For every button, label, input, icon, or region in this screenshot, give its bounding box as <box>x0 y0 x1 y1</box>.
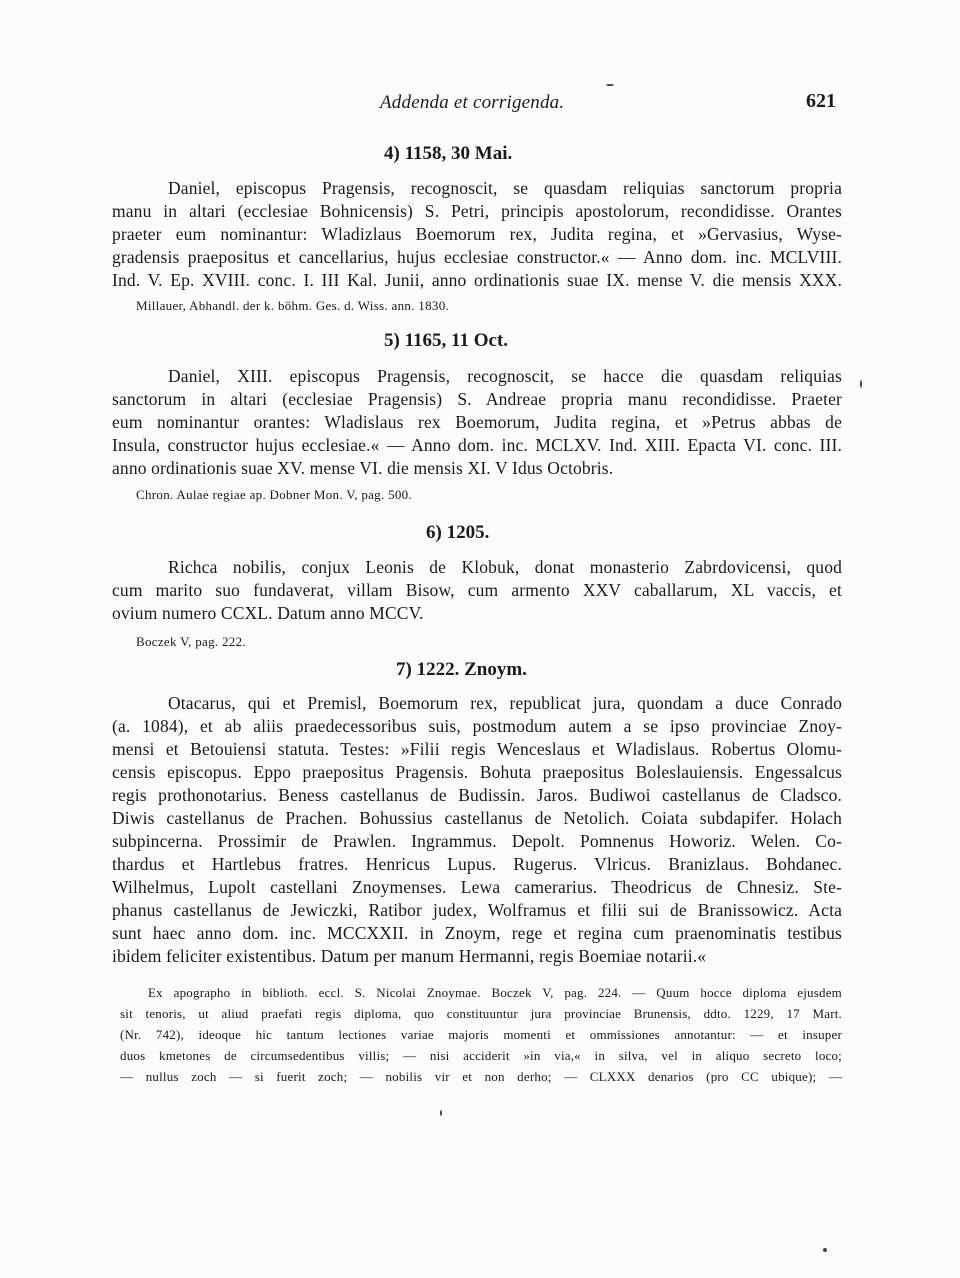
paragraph-line: anno ordinationis suae XV. mense VI. die mensis XI. V Idus Octobris. <box>112 458 614 478</box>
paragraph-line: sanctorum in altari (ecclesiae Pragensis) S. Andreae propria manu recondidisse. Praeter <box>112 389 842 409</box>
section-heading-7: 7) 1222. Znoym. <box>396 659 527 680</box>
paragraph-line: Wilhelmus, Lupolt castellani Znoymenses. Lewa camerarius. Theodricus de Chnesiz. Ste- <box>112 877 842 897</box>
paragraph-line: Richca nobilis, conjux Leonis de Klobuk, donat monasterio Zabrdovicensi, quod <box>168 557 842 577</box>
scan-speck <box>606 84 614 86</box>
source-citation: Boczek V, pag. 222. <box>136 634 246 649</box>
paragraph-line: phanus castellanus de Jewiczki, Ratibor judex, Wolframus et filii sui de Branissowicz. Acta <box>112 900 842 920</box>
paragraph-line: Daniel, XIII. episcopus Pragensis, recognoscit, se hacce die quasdam reliquias <box>168 366 842 386</box>
paragraph-line: (a. 1084), et ab aliis praedecessoribus suis, postmodum autem a se ipso provinciae Znoy- <box>112 716 842 736</box>
paragraph-line: Daniel, episcopus Pragensis, recognoscit, se quasdam reliquias sanctorum propria <box>168 178 842 198</box>
footnote-line: — nullus zoch — si fuerit zoch; — nobilis vir et non derho; — CLXXX denarios (pro CC ubique); — <box>120 1069 842 1084</box>
section-heading-5: 5) 1165, 11 Oct. <box>384 330 509 351</box>
paragraph-line: Ind. V. Ep. XVIII. conc. I. III Kal. Junii, anno ordinationis suae IX. mense V. die mensis XXX. <box>112 270 842 290</box>
scan-speck <box>440 1110 442 1116</box>
paragraph-line: sunt haec anno dom. inc. MCCXXII. in Znoym, rege et regina cum praenominatis testibus <box>112 923 842 943</box>
paragraph-line: regis prothonotarius. Beness castellanus de Budissin. Jaros. Budiwoi castellanus de Cladsco. <box>112 785 842 805</box>
section-heading-6: 6) 1205. <box>426 522 490 543</box>
paragraph-line: thardus et Hartlebus fratres. Henricus Lupus. Rugerus. Vlricus. Branizlaus. Bohdanec. <box>112 854 842 874</box>
scan-speck <box>823 1248 827 1252</box>
paragraph-line: Insula, constructor hujus ecclesiae.« — Anno dom. inc. MCLXV. Ind. XIII. Epacta VI. conc. III. <box>112 435 842 455</box>
paragraph-line: gradensis praepositus et cancellarius, hujus ecclesiae constructor.« — Anno dom. inc. MCLVIII. <box>112 247 842 267</box>
scan-speck <box>860 380 862 388</box>
paragraph-line: ibidem feliciter existentibus. Datum per manum Hermanni, regis Boemiae notarii.« <box>112 946 707 966</box>
paragraph-line: Diwis castellanus de Prachen. Bohussius castellanus de Netolich. Coiata subdapifer. Holach <box>112 808 842 828</box>
paragraph-line: manu in altari (ecclesiae Bohnicensis) S. Petri, principis apostolorum, recondidisse. Orantes <box>112 201 842 221</box>
paragraph-line: Otacarus, qui et Premisl, Boemorum rex, republicat jura, quondam a duce Conrado <box>168 693 842 713</box>
paragraph-line: subpincerna. Prossimir de Prawlen. Ingrammus. Depolt. Pomnenus Howoriz. Welen. Co- <box>112 831 842 851</box>
page-number: 621 <box>806 90 836 112</box>
paragraph-line: mensi et Betouiensi statuta. Testes: »Filii regis Wenceslaus et Wladislaus. Robertus Olomu- <box>112 739 842 759</box>
paragraph-line: ovium numero CCXL. Datum anno MCCV. <box>112 603 424 623</box>
paragraph-line: censis episcopus. Eppo praepositus Pragensis. Bohuta praepositus Boleslauiensis. Engessalcus <box>112 762 842 782</box>
footnote-line: sit tenoris, ut aliud praefati regis diploma, quo constituuntur jura provinciae Brunensis, ddto. 1229, 17 Mart. <box>120 1006 842 1021</box>
footnote-line: duos kmetones de circumsedentibus villis; — nisi acciderit »in via,« in silva, vel in aliquo secreto loco; <box>120 1048 842 1063</box>
paragraph-line: praeter eum nominantur: Wladizlaus Boemorum rex, Judita regina, et »Gervasius, Wyse- <box>112 224 842 244</box>
section-heading-4: 4) 1158, 30 Mai. <box>384 143 513 164</box>
running-title: Addenda et corrigenda. <box>380 92 565 113</box>
source-citation: Millauer, Abhandl. der k. böhm. Ges. d. Wiss. ann. 1830. <box>136 298 450 313</box>
source-citation: Chron. Aulae regiae ap. Dobner Mon. V, pag. 500. <box>136 487 413 502</box>
footnote-line: Ex apographo in biblioth. eccl. S. Nicolai Znoymae. Boczek V, pag. 224. — Quum hocce diploma ejusdem <box>148 985 842 1000</box>
paragraph-line: cum marito suo fundaverat, villam Bisow, cum armento XXV caballarum, XL vaccis, et <box>112 580 842 600</box>
footnote-line: (Nr. 742), ideoque hic tantum lectiones variae majoris momenti et ommissiones annotantur: — et insuper <box>120 1027 842 1042</box>
paragraph-line: eum nominantur orantes: Wladislaus rex Boemorum, Judita regina, et »Petrus abbas de <box>112 412 842 432</box>
